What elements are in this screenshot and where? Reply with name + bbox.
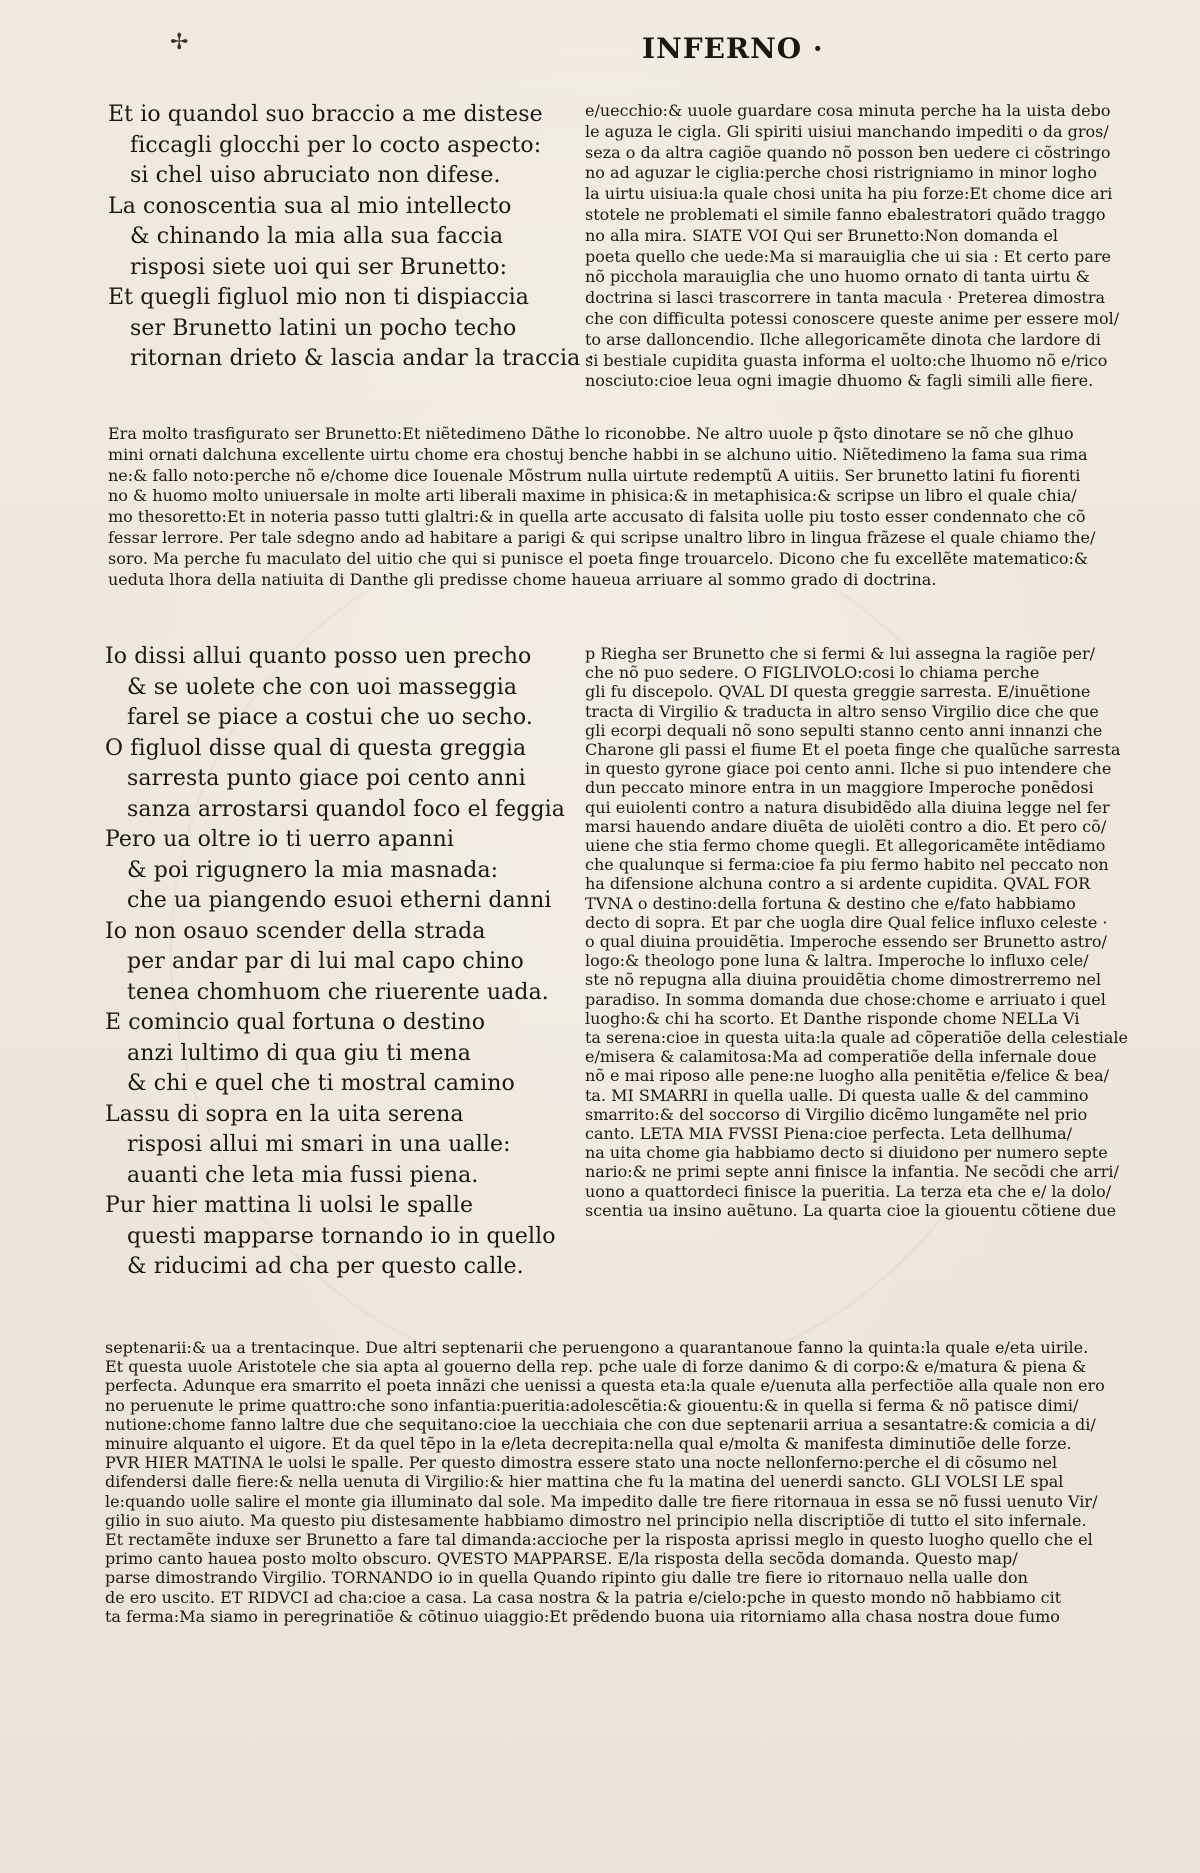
commentary-line: gilio in suo aiuto. Ma questo piu distesamente habbiamo dimostro nel principio nella discriptiõe di tutto el sito infernale. [105,1510,1087,1530]
commentary-line: ta ferma:Ma siamo in peregrinatiõe & cõtinuo uiaggio:Et prẽdendo buona uia ritorniamo alla chasa nostra doue fumo [105,1606,1060,1626]
verse-line: Pero ua oltre io ti uerro apanni [105,827,455,852]
verse-line: Io non osauo scender della strada [105,918,486,944]
verse-line: Lassu di sopra en la uita serena [105,1101,464,1127]
commentary-line: doctrina si lasci trascorrere in tanta macula · Preterea dimostra [585,288,1106,308]
commentary-line: decto di sopra. Et par che uogla dire Qual felice influxo celeste · [585,912,1108,932]
commentary-line: no peruenute le prime quattro:che sono infantia:pueritia:adolescẽtia:& giouentu:& in quella si ferma & nõ patisce dimi/ [105,1395,1079,1415]
commentary-line: no alla mira. SIATE VOI Qui ser Brunetto:Non domanda el [585,225,1059,245]
verse-block-bottom [105,642,575,1283]
verse-line: auanti che leta mia fussi piena. [127,1162,479,1188]
verse-line: sarresta punto giace poi cento anni [127,766,526,791]
commentary-line: gli fu discepolo. QVAL DI questa greggie sarresta. E/inuẽtione [585,682,1091,702]
commentary-line: che con difficulta potessi conoscere queste anime per essere mol/ [585,308,1120,328]
verse-line: farel se piace a costui che uo secho. [127,705,533,730]
commentary-line: no ad aguzar le ciglia:perche chosi ristrigniamo in minor logho [585,163,1097,183]
commentary-block-bottom-full [105,1338,1153,1626]
commentary-line: septenarii:& ua a trentacinque. Due altri septenarii che peruengono a quarantanoue fanno la quinta:la quale e/eta uirile. [105,1338,1089,1357]
commentary-line: de ero uscito. ET RIDVCI ad cha:cioe a casa. La casa nostra & la patria e/cielo:pche in questo mondo nõ habbiamo cit [105,1587,1062,1607]
commentary-line: na uita chome gia habbiamo decto si diuidono per numero septe [585,1143,1108,1163]
commentary-line: ne:& fallo noto:perche nõ e/chome dice Iouenale Mõstrum nulla uirtute redemptũ A uitiis. Ser brunetto latini fu fiorenti [108,465,1081,485]
commentary-line: Et questa uuole Aristotele che sia apta al gouerno della rep. pche uale di forze danimo & di corpo:& e/matura & piena & [105,1357,1087,1377]
commentary-line: seza o da altra cagiõe quando nõ posson ben uedere ci cõstringo [585,142,1111,162]
commentary-line: stotele ne problemati el simile fanno ebalestratori quãdo traggo [585,204,1106,224]
verse-line: & se uolete che con uoi masseggia [127,674,518,700]
commentary-line: uono a quattordeci finisce la pueritia. La terza eta che e/ la dolo/ [585,1181,1112,1201]
commentary-line: gli ecorpi dequali nõ sono sepulti stanno cento anni innanzi che [585,720,1103,740]
page-bottom-margin [0,1840,1200,1873]
verse-line: che ua piangendo esuoi etherni danni [127,888,552,913]
commentary-block-top-full [108,424,1148,590]
verse-line: O figluol disse qual di questa greggia [105,735,527,761]
commentary-line: dun peccato minore entra in un maggiore Imperoche ponẽdosi [585,778,1094,798]
commentary-line: mo thesoretto:Et in noteria passo tutti glaltri:& in quella arte accusato di falsita uolle piu tosto esser condennato che cõ [108,507,1086,527]
commentary-line: paradiso. In somma domanda due chose:chome e arriuato i quel [585,989,1106,1009]
verse-line: risposi siete uoi qui ser Brunetto: [130,254,508,280]
commentary-line: che nõ puo sedere. O FIGLIVOLO:cosi lo chiama perche [585,663,1040,683]
commentary-line: nõ e mai riposo alle pene:ne luogho alla penitẽtia e/felice & bea/ [585,1066,1110,1086]
commentary-line: PVR HIER MATINA le uolsi le spalle. Per questo dimostra essere stato una nocte nellonferno:perche el di cõsumo nel [105,1453,1058,1473]
commentary-line: e/misera & calamitosa:Ma ad comperatiõe della infernale doue [585,1047,1097,1067]
ornament-mark: ✢ [170,30,189,55]
commentary-line: fessar lerrore. Per tale sdegno ando ad habitare a parigi & qui scripse unaltro libro in lingua frãzese el quale chiamo the/ [108,527,1096,547]
commentary-line: TVNA o destino:della fortuna & destino che e/fato habbiamo [585,893,1076,913]
verse-line: si chel uiso abruciato non difese. [130,163,501,188]
commentary-line: logo:& theologo pone luna & laltra. Imperoche lo influxo cele/ [585,951,1089,971]
commentary-line: le:quando uolle salire el monte gia illuminato dal sole. Ma impedito dalle tre fiere ritornaua in essa se nõ fussi uenuto Vir/ [105,1491,1098,1511]
verse-line: & chi e quel che ti mostral camino [127,1071,515,1096]
commentary-line: primo canto hauea posto molto obscuro. QVESTO MAPPARSE. E/la risposta della secõda domanda. Questo map/ [105,1549,1018,1569]
commentary-line: smarrito:& del soccorso di Virgilio dicẽmo lungamẽte nel prio [585,1104,1088,1124]
commentary-line: Charone gli passi el fiume Et el poeta finge che qualũche sarresta [585,740,1121,760]
verse-line: & riducimi ad cha per questo calle. [127,1254,524,1279]
commentary-line: nõ picchola marauiglia che uno huomo ornato di tanta uirtu & [585,267,1090,287]
commentary-line: Et rectamẽte induxe ser Brunetto a fare tal dimanda:accioche per la risposta aprissi meglo in questo luogho quello che el [105,1530,1093,1550]
verse-line: tenea chomhuom che riuerente uada. [127,979,549,1005]
commentary-line: ha difensione alchuna contro a si ardente cupidita. QVAL FOR [585,874,1091,894]
verse-line: & poi rigugnero la mia masnada: [127,857,499,883]
commentary-line: perfecta. Adunque era smarrito el poeta innãzi che uenissi a questa eta:la quale e/uenuta alla perfectiõe alla quale non ero [105,1376,1105,1396]
commentary-line: tracta di Virgilio & traducta in altro senso Virgilio dice che que [585,701,1099,721]
commentary-line: to arse dalloncendio. Ilche allegoricamẽte dinota che lardore di [585,329,1101,349]
commentary-line: p Riegha ser Brunetto che si fermi & lui assegna la ragiõe per/ [585,644,1096,663]
commentary-line: nario:& ne primi septe anni finisce la infantia. Ne secõdi che arri/ [585,1162,1119,1182]
commentary-line: scentia ua insino auẽtuno. La quarta cioe la giouentu cõtiene due [585,1200,1117,1220]
commentary-line: ueduta lhora della natiuita di Danthe gli predisse chome haueua arriuare al sommo grado di doctrina. [108,569,937,589]
commentary-line: e/uecchio:& uuole guardare cosa minuta perche ha la uista debo [585,101,1111,120]
commentary-line: in questo gyrone giace poi cento anni. Ilche si puo intendere che [585,759,1112,779]
commentary-line: la uirtu uisiua:la quale chosi unita ha piu forze:Et chome dice ari [585,184,1113,204]
commentary-line: ste nõ repugna alla diuina prouidẽtia chome dimostrerremo nel [585,970,1102,990]
commentary-line: ta serena:cioe in questa uita:la quale ad cõperatiõe della celestiale [585,1028,1128,1048]
verse-line: anzi lultimo di qua giu ti mena [127,1040,472,1066]
commentary-line: qui euiolenti contro a natura disubidẽdo alla diuina legge nel fer [585,797,1110,817]
commentary-line: mini ornati dalchuna excellente uirtu chome era chostuj benche habbi in se alchuno uitio. Niẽtedimeno la fama sua rima [108,444,1088,464]
verse-line: Et io quandol suo braccio a me distese [108,102,543,127]
commentary-line: nosciuto:cioe leua ogni imagie dhuomo & fagli simili alle fiere. [585,371,1094,391]
commentary-line: parse dimostrando Virgilio. TORNANDO io in quella Quando ripinto giu dalle tre fiere io ritornauo nella ualle don [105,1568,1028,1588]
commentary-line: marsi hauendo andare diuẽta de uiolẽti contro a dio. Et pero cõ/ [585,816,1107,836]
commentary-line: soro. Ma perche fu maculato del uitio che qui si punisce el poeta finge trouarcelo. Dicono che fu excellẽte matematico:& [108,548,1089,568]
verse-line: ritornan drieto & lascia andar la traccia · [130,346,595,371]
commentary-line: uiene che stia fermo chome quegli. Et allegoricamẽte intẽdiamo [585,836,1106,856]
verse-line: per andar par di lui mal capo chino [127,949,524,974]
verse-line: La conoscentia sua al mio intellecto [108,193,512,219]
verse-line: Pur hier mattina li uolsi le spalle [105,1193,474,1218]
verse-line: questi mapparse tornando io in quello [127,1223,556,1249]
commentary-line: minuire alquanto el uigore. Et da quel tẽpo in la e/leta decrepita:nella qual e/molta & manifesta diminutiõe delle forze. [105,1434,1072,1454]
commentary-line: si bestiale cupidita guasta informa el uolto:che lhuomo nõ e/rico [585,350,1108,370]
verse-line: E comincio qual fortuna o destino [105,1010,486,1035]
commentary-line: no & huomo molto uniuersale in molte arti liberali maxime in phisica:& in metaphisica:& scripse un libro el quale chia/ [108,486,1077,506]
verse-line: Io dissi allui quanto posso uen precho [105,644,532,669]
commentary-line: le aguza le cigla. Gli spiriti uisiui manchando impediti o da gros/ [585,121,1109,141]
commentary-line: nutione:chome fanno laltre due che sequitano:cioe la uecchiaia che con due septenarii arriua a sesantatre:& comicia a di/ [105,1414,1096,1434]
commentary-line: Era molto trasfigurato ser Brunetto:Et niẽtedimeno Dãthe lo riconobbe. Ne altro uuole p q̃sto dinotare se nõ che glhuo [108,424,1074,443]
verse-line: sanza arrostarsi quandol foco el feggia [127,796,566,822]
verse-line: Et quegli figluol mio non ti dispiaccia [108,285,529,310]
commentary-line: luogho:& chi ha scorto. Et Danthe risponde chome NELLa Vi [585,1008,1080,1028]
commentary-block-top-right [585,101,1145,392]
verse-line: risposi allui mi smari in una ualle: [127,1132,511,1157]
commentary-line: che qualunque si ferma:cioe fa piu fermo habito nel peccato non [585,855,1109,875]
commentary-line: difendersi dalle fiere:& nella uenuta di Virgilio:& hier mattina che fu la matina del uenerdi sancto. GLI VOLSI LE spal [105,1472,1064,1492]
verse-line: & chinando la mia alla sua faccia [130,224,504,249]
verse-block-top [108,100,595,375]
commentary-line: poeta quello che uede:Ma si marauiglia che ui sia : Et certo pare [585,246,1111,266]
commentary-line: canto. LETA MIA FVSSI Piena:cioe perfecta. Leta dellhuma/ [585,1124,1073,1144]
verse-line: ser Brunetto latini un pocho techo [130,315,517,341]
commentary-line: o qual diuina prouidẽtia. Imperoche essendo ser Brunetto astro/ [585,932,1107,952]
commentary-block-bottom-right [585,644,1145,1220]
running-title: INFERNO · [642,32,824,65]
commentary-line: ta. MI SMARRI in quella ualle. Di questa ualle & del cammino [585,1085,1089,1105]
verse-line: ficcagli glocchi per lo cocto aspecto: [130,132,542,158]
